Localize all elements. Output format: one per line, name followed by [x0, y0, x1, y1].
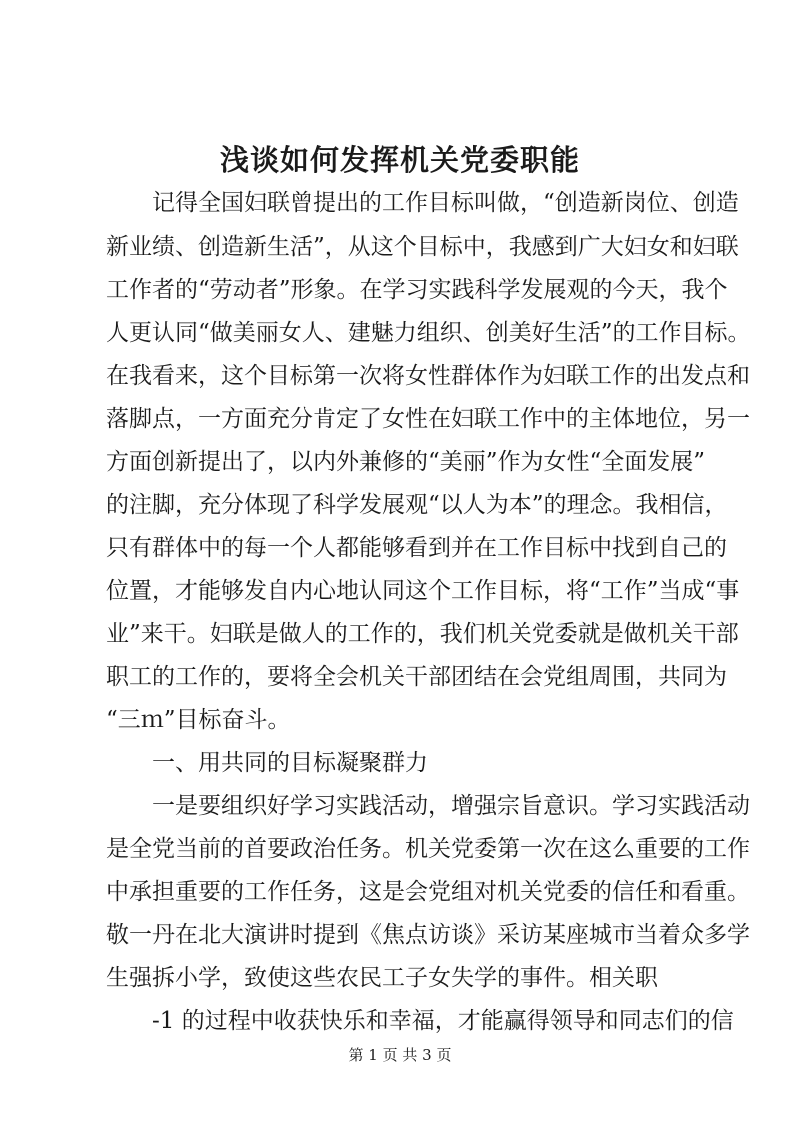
paragraph-line-10: 位置，才能够发自内心地认同这个工作目标，将“工作”当成“事	[106, 578, 740, 604]
paragraph-line-9: 只有群体中的每一个人都能够看到并在工作目标中找到自己的	[106, 535, 727, 561]
page-footer: 第 1 页 共 3 页	[348, 1046, 452, 1064]
paragraph-line-2: 新业绩、创造新生活”，从这个目标中，我感到广大妇女和妇联	[106, 234, 739, 260]
paragraph-line-20: -1 的过程中收获快乐和幸福，才能赢得领导和同志们的信	[152, 1008, 734, 1034]
paragraph-line-6: 落脚点，一方面充分肯定了女性在妇联工作中的主体地位，另一	[106, 406, 750, 432]
paragraph-line-17: 中承担重要的工作任务，这是会党组对机关党委的信任和看重。	[106, 879, 750, 905]
paragraph-line-11: 业”来干。妇联是做人的工作的，我们机关党委就是做机关干部	[106, 621, 739, 647]
paragraph-line-3: 工作者的“劳动者”形象。在学习实践科学发展观的今天，我个	[106, 277, 728, 303]
page-title: 浅谈如何发挥机关党委职能	[219, 143, 580, 177]
paragraph-line-13: “三ｍ”目标奋斗。	[106, 707, 291, 733]
paragraph-line-12: 职工的工作的，要将全会机关干部团结在会党组周围，共同为	[106, 664, 727, 690]
section-heading: 一、用共同的目标凝聚群力	[152, 750, 428, 776]
paragraph-line-4: 人更认同“做美丽女人、建魅力组织、创美好生活”的工作目标。	[106, 320, 751, 346]
paragraph-line-1: 记得全国妇联曾提出的工作目标叫做，“创造新岗位、创造	[152, 190, 739, 216]
paragraph-line-7: 方面创新提出了，以内外兼修的“美丽”作为女性“全面发展”	[106, 449, 706, 475]
paragraph-line-16: 是全党当前的首要政治任务。机关党委第一次在这么重要的工作	[106, 836, 750, 862]
paragraph-line-8: 的注脚，充分体现了科学发展观“以人为本”的理念。我相信，	[106, 492, 728, 518]
paragraph-line-19: 生强拆小学，致使这些农民工子女失学的事件。相关职	[106, 965, 658, 991]
paragraph-line-18: 敬一丹在北大演讲时提到《焦点访谈》采访某座城市当着众多学	[106, 922, 750, 948]
paragraph-line-5: 在我看来，这个目标第一次将女性群体作为妇联工作的出发点和	[106, 363, 750, 389]
paragraph-line-15: 一是要组织好学习实践活动，增强宗旨意识。学习实践活动	[152, 793, 750, 819]
